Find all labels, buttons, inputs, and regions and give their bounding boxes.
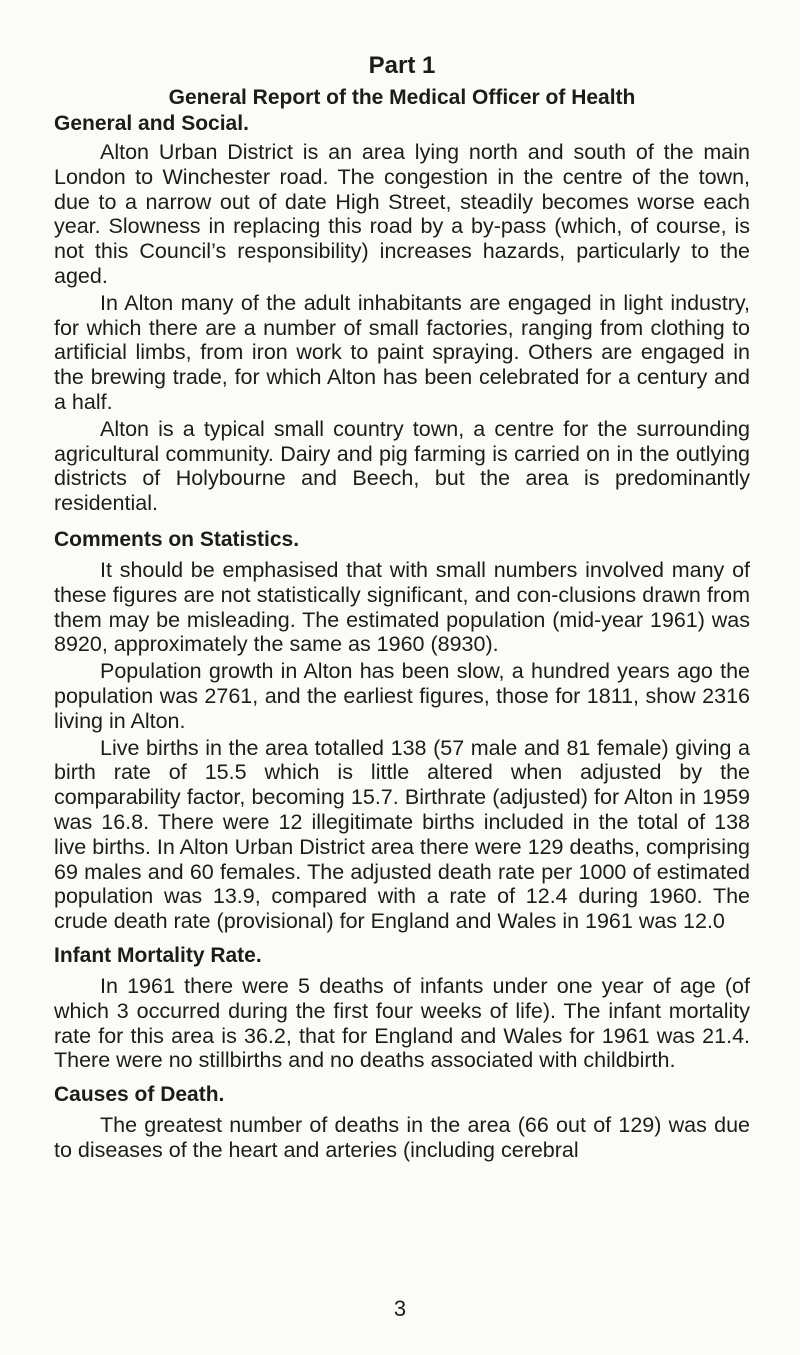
paragraph: Population growth in Alton has been slow, a hundred years ago the population was 2761, and the earliest figures, those for 1811, show 2316 living in Alton. — [54, 659, 750, 733]
paragraph: Alton Urban District is an area lying north and south of the main London to Winchester road. The congestion in the centre of the town, due to a narrow out of date High Street, steadily becomes worse each year. Slowness in replacing this road by a by-pass (which, of course, is not this Council’s responsibility) increases hazards, particularly to the aged. — [54, 140, 750, 288]
report-title: General Report of the Medical Officer of Health — [168, 86, 636, 109]
page-number: 3 — [393, 1296, 407, 1321]
paragraph: It should be emphasised that with small numbers involved many of these figures are not statistically significant, and con-clusions drawn from them may be misleading. The estimated population (mid-year 1961) was 8920, approximately the same as 1960 (8930). — [54, 557, 750, 657]
paragraph: Live births in the area totalled 138 (57 male and 81 female) giving a birth rate of 15.5 which is little altered when adjusted by the comparability factor, becoming 15.7. Birthrate (adjusted) for Alton in 1959 was 16.8. There were 12 illegitimate births included in the total of 138 live births. In Alton Urban District area there were 129 deaths, comprising 69 males and 60 females. The adjusted death rate per 1000 of estimated population was 13.9, compared with a rate of 12.4 during 1960. The crude death rate (provisional) for England and Wales in 1961 was 12.0 — [54, 735, 750, 934]
paragraph: In 1961 there were 5 deaths of infants under one year of age (of which 3 occurred during the first four weeks of life). The infant mortality rate for this area is 36.2, that for England and Wales for 1961 was 21.4. There were no stillbirths and no deaths associated with childbirth. — [54, 973, 750, 1073]
section-heading: Infant Mortality Rate. — [54, 943, 262, 967]
part-title: Part 1 — [368, 52, 436, 79]
section-heading: General and Social. — [54, 112, 249, 135]
section-causes-of-death — [54, 1083, 750, 1163]
section-heading: Causes of Death. — [54, 1083, 225, 1107]
section-infant-mortality-rate — [54, 944, 750, 1073]
paragraph: In Alton many of the adult inhabitants are engaged in light industry, for which there are a number of small factories, ranging from clothing to artificial limbs, from iron work to paint spraying. Others are engaged in the brewing trade, for which Alton has been celebrated for a century and a half. — [54, 290, 750, 414]
section-general-and-social — [54, 112, 750, 516]
paragraph: Alton is a typical small country town, a centre for the surrounding agricultural community. Dairy and pig farming is carried on in the outlying districts of Holybourne and Beech, but the area is predominantly residential. — [54, 416, 750, 516]
section-heading: Comments on Statistics. — [54, 527, 300, 551]
paragraph: The greatest number of deaths in the area (66 out of 129) was due to diseases of the heart and arteries (including cerebral — [54, 1113, 750, 1162]
section-comments-on-statistics — [54, 528, 750, 934]
